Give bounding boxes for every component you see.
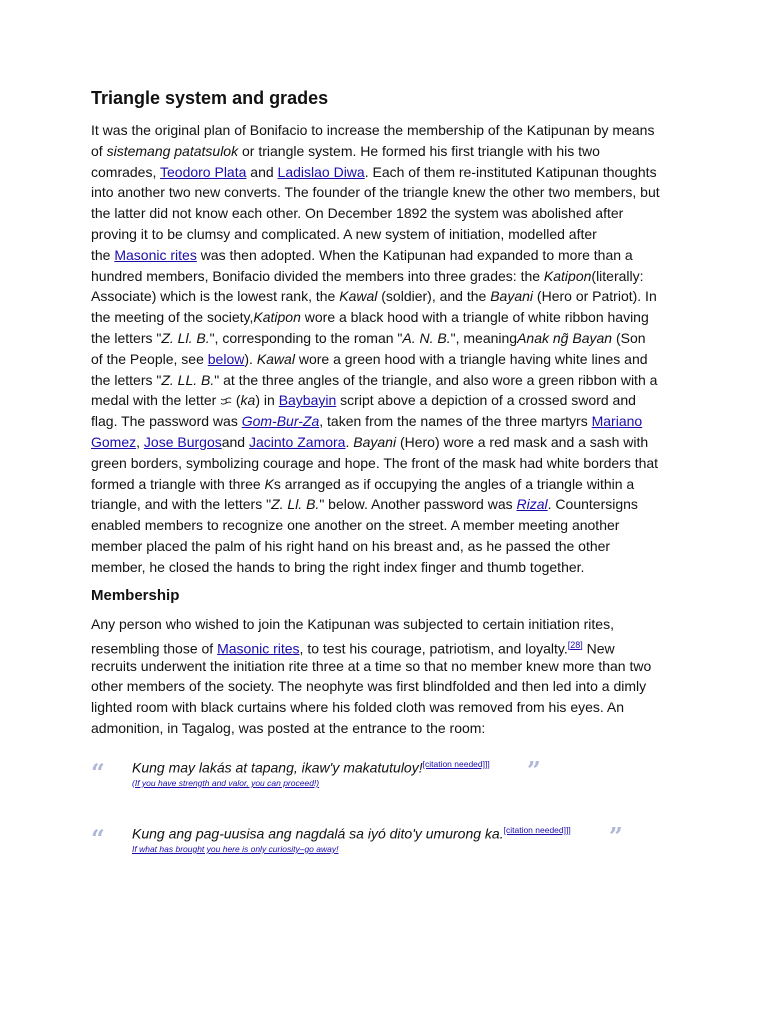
text-run: the [91,246,115,263]
text-run: lighted room with black curtains where his folded cloth was removed from his eyes. An [91,699,625,716]
inline-link[interactable]: Gomez [91,433,137,450]
text-line [91,536,660,557]
text-run: (soldier), and the [377,288,491,305]
inline-link[interactable]: Masonic rites [114,246,197,263]
open-quote-icon: “ [91,824,105,853]
italic-text: Z. Ll. B. [271,496,320,513]
text-run: , taken from the names of the three martyrs [319,413,592,430]
text-run: . Each of them re-instituted Katipunan thoughts [364,163,657,180]
text-run: other members of the society. The neophyte was first blindfolded and then led into a dimly [91,678,647,695]
text-run: (literally: [591,267,644,284]
inline-link[interactable]: Jacinto Zamora [248,433,346,450]
blockquote-admonition-2 [91,823,651,863]
close-quote-icon: ” [609,822,623,851]
text-line [91,494,660,515]
italic-text: Bayani [490,288,534,305]
blockquote-admonition-1 [91,757,651,797]
text-line [91,307,660,328]
italic-text: ka [240,392,256,409]
section-heading-membership: Membership [91,587,180,604]
italic-text: Kawal [339,288,378,305]
text-run: into another two new converts. The founder of the triangle knew the other two members, but [91,184,660,201]
italic-text: A. N. B. [402,329,451,346]
inline-link[interactable]: Gom-Bur-Za [241,413,320,430]
text-run: hundred members, Bonifacio divided the members into three grades: the [91,267,544,284]
text-run: It was the original plan of Bonifacio to increase the membership of the Katipunan by means [91,122,655,138]
italic-text: Anak ng̃ Bayan [517,329,613,346]
text-run: Any person who wished to join the Katipunan was subjected to certain initiation rites, [91,616,614,632]
text-line [91,141,660,162]
italic-text: Z. Ll. B. [161,329,210,346]
italic-text: Z. LL. B. [161,371,215,388]
paragraph-triangle-system [91,120,660,578]
text-line [91,557,660,578]
quote-text: Kung may lakás at tapang, ikaw'y makatutuloy![citation needed]]] [132,759,490,776]
italic-text: Katipon [253,309,301,326]
text-run: . Countersigns [547,496,638,513]
text-run: (Son [612,329,646,346]
text-run: (Hero) wore a red mask and a sash with [396,433,649,450]
text-run: wore a black hood with a triangle of white ribbon having [300,309,649,326]
text-line [91,224,660,245]
text-run: green borders, symbolizing courage and hope. The front of the mask had white borders that [91,454,659,471]
inline-link[interactable]: Mariano [591,413,643,430]
text-run: s arranged as if occupying the angles of a triangle within a [273,475,635,492]
text-line [91,474,660,495]
inline-link[interactable]: Jose Burgos [143,433,222,450]
inline-link[interactable]: Ladislao Diwa [277,163,365,180]
text-run: was then adopted. When the Katipunan had expanded to more than a [196,246,633,263]
text-run: the letters " [91,329,162,346]
text-run: or triangle system. He formed his first triangle with his two [238,142,600,159]
text-line [91,266,660,287]
text-line [91,614,651,635]
text-run: member placed the palm of his right hand on his breast and, as he passed the other [91,537,611,554]
text-line [91,411,660,432]
text-line [91,718,651,739]
text-run: " at the three angles of the triangle, and also wore a green ribbon with a [214,371,658,388]
text-line [91,390,660,411]
text-run: flag. The password was [91,413,242,430]
text-run: of [91,142,107,159]
text-line [91,656,651,677]
text-line [91,245,660,266]
inline-link[interactable]: Teodoro Plata [160,163,247,180]
text-line [91,182,660,203]
text-line [91,515,660,536]
text-line [91,286,660,307]
open-quote-icon: “ [91,758,105,787]
text-run: the letters " [91,371,162,388]
text-run: comrades, [91,163,160,180]
reference-link[interactable]: [28] [567,639,583,650]
text-run: and [221,433,249,450]
text-run: the latter did not know each other. On December 1892 the system was abolished after [91,205,624,222]
text-run: ). [244,350,257,367]
text-run: (Hero or Patriot). In [533,288,657,305]
text-line [91,162,660,183]
text-line [91,349,660,370]
quote-translation-link[interactable]: (If you have strength and valor, you can proceed!) [132,778,320,788]
text-run: recruits underwent the initiation rite three at a time so that no member knew more than two [91,657,652,674]
text-line [91,328,660,349]
text-line [91,697,651,718]
text-run: proving it to be clumsy and complicated. A new system of initiation, modelled after [91,225,597,242]
section-heading-triangle-system: Triangle system and grades [91,88,329,108]
italic-text: Kawal [256,350,295,367]
text-run: script above a depiction of a crossed sword and [336,392,636,409]
italic-text: Katipon [543,267,592,284]
text-run: , to test his courage, patriotism, and loyalty. [299,640,568,657]
inline-link[interactable]: below [207,350,245,367]
text-run: wore a green hood with a triangle having white lines and [294,350,648,367]
citation-needed-link[interactable]: [citation needed]]] [503,825,571,835]
text-run: . [345,433,354,450]
text-run: of the People, see [91,350,208,367]
italic-text: K [264,475,274,492]
text-run: ( [231,392,241,409]
text-run: admonition, in Tagalog, was posted at the entrance to the room: [91,719,486,736]
italic-text: sistemang patatsulok [106,142,239,159]
text-run: the meeting of the society, [91,309,254,326]
text-line [91,120,660,141]
italic-text: Bayani [353,433,397,450]
text-run: and [246,163,278,180]
text-run: Associate) which is the lowest rank, the [91,288,340,305]
text-line [91,635,651,656]
text-run: medal with the letter [91,392,221,409]
text-run: New [582,640,615,657]
text-run: member, he closed the hands to bring the right index finger and thumb together. [91,558,585,575]
text-line [91,370,660,391]
text-run: ", meaning [450,329,518,346]
text-run: ", corresponding to the roman " [209,329,403,346]
paragraph-membership [91,614,651,739]
quote-text: Kung ang pag-uusisa ang nagdalá sa iyó dito'y umurong ka.[citation needed]]] [132,825,571,842]
inline-link[interactable]: Masonic rites [217,640,300,657]
text-run: formed a triangle with three [91,475,265,492]
text-run: enabled members to recognize one another on the street. A member meeting another [91,517,620,534]
quote-translation-link[interactable]: If what has brought you here is only curiosity–go away! [132,844,339,854]
close-quote-icon: ” [527,756,541,785]
text-run: triangle, and with the letters " [91,496,272,513]
inline-link[interactable]: Baybayin [278,392,337,409]
inline-link[interactable]: Rizal [516,496,548,513]
citation-needed-link[interactable]: [citation needed]]] [422,759,490,769]
text-line [91,432,660,453]
text-line [91,453,660,474]
baybayin-ka-glyph: ᜃ [220,394,232,409]
text-run: , [136,433,144,450]
text-line [91,676,651,697]
text-run: " below. Another password was [319,496,517,513]
text-line [91,203,660,224]
reference-superscript [568,640,583,650]
text-run: ) in [255,392,279,409]
text-run: resembling those of [91,640,218,657]
